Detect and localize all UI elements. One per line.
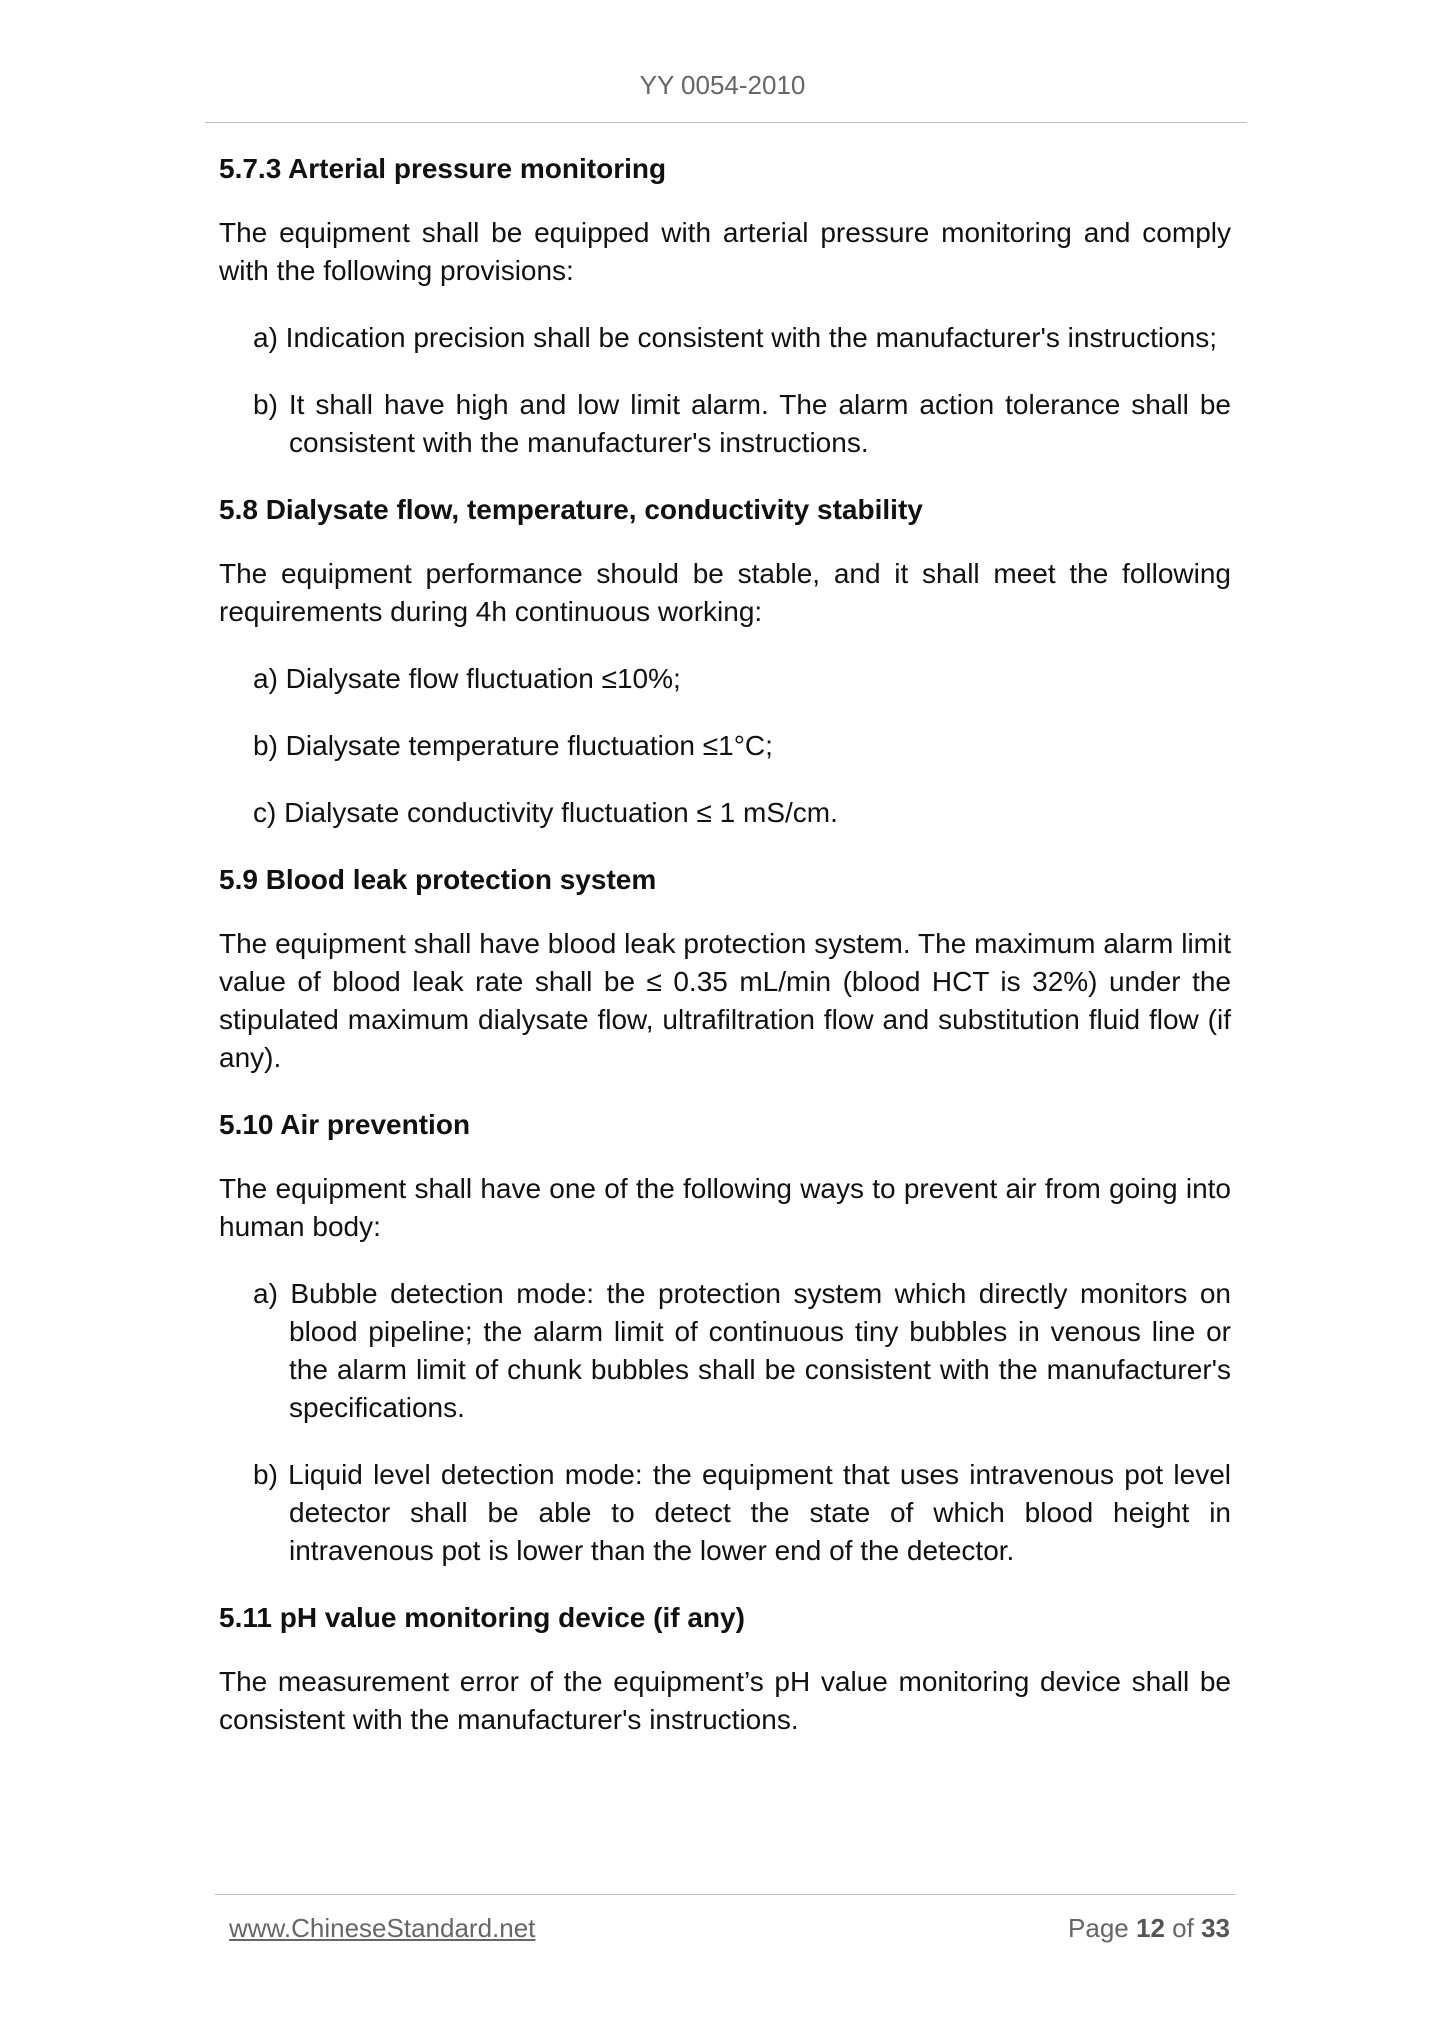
page-label: Page: [1068, 1913, 1129, 1943]
section-body-5-11: The measurement error of the equipment’s pH value monitoring device shall be consistent with the manufacturer's instructions.: [219, 1666, 1231, 1735]
page-of-label: of: [1172, 1913, 1194, 1943]
list-item-5-8-b: b) Dialysate temperature fluctuation ≤1°C;: [253, 730, 773, 761]
section-body-5-9: The equipment shall have blood leak protection system. The maximum alarm limit value of blood leak rate shall be ≤ 0.35 mL/min (blood HCT is 32%) under the stipulated maximum dialysate flow, ultrafiltration flow and substitution fluid flow (if any).: [219, 928, 1231, 1073]
header-divider: [205, 122, 1247, 123]
page-current: 12: [1136, 1913, 1165, 1943]
section-heading-5-7-3: 5.7.3 Arterial pressure monitoring: [219, 153, 667, 184]
page-total: 33: [1201, 1913, 1230, 1943]
footer-website-link[interactable]: www.ChineseStandard.net: [229, 1913, 536, 1943]
section-heading-5-10: 5.10 Air prevention: [219, 1109, 471, 1140]
list-item-5-8-c: c) Dialysate conductivity fluctuation ≤ 1 mS/cm.: [253, 797, 838, 828]
document-body: [219, 150, 1231, 1768]
page-number: [1068, 1913, 1230, 1944]
section-intro-5-10: The equipment shall have one of the following ways to prevent air from going into human body:: [219, 1173, 1231, 1242]
list-item-5-10-a: a) Bubble detection mode: the protection system which directly monitors on blood pipeline; the alarm limit of continuous tiny bubbles in venous line or the alarm limit of chunk bubbles shall be consistent with the manufacturer's specifications.: [253, 1278, 1231, 1423]
list-item-5-7-3-b: b) It shall have high and low limit alarm. The alarm action tolerance shall be consistent with the manufacturer's instructions.: [253, 389, 1231, 458]
list-item-5-8-a: a) Dialysate flow fluctuation ≤10%;: [253, 663, 681, 694]
section-heading-5-8: 5.8 Dialysate flow, temperature, conductivity stability: [219, 494, 923, 525]
footer-divider: [215, 1894, 1235, 1895]
list-item-5-7-3-a: a) Indication precision shall be consistent with the manufacturer's instructions;: [253, 322, 1218, 353]
page-header-title: YY 0054-2010: [639, 70, 806, 100]
list-item-5-10-b: b) Liquid level detection mode: the equipment that uses intravenous pot level detector shall be able to detect the state of which blood height in intravenous pot is lower than the lower end of the detector.: [253, 1459, 1231, 1566]
section-heading-5-9: 5.9 Blood leak protection system: [219, 864, 657, 895]
section-intro-5-8: The equipment performance should be stable, and it shall meet the following requirements during 4h continuous working:: [219, 558, 1231, 627]
section-heading-5-11: 5.11 pH value monitoring device (if any): [219, 1602, 745, 1633]
section-intro-5-7-3: The equipment shall be equipped with arterial pressure monitoring and comply with the following provisions:: [219, 217, 1231, 286]
